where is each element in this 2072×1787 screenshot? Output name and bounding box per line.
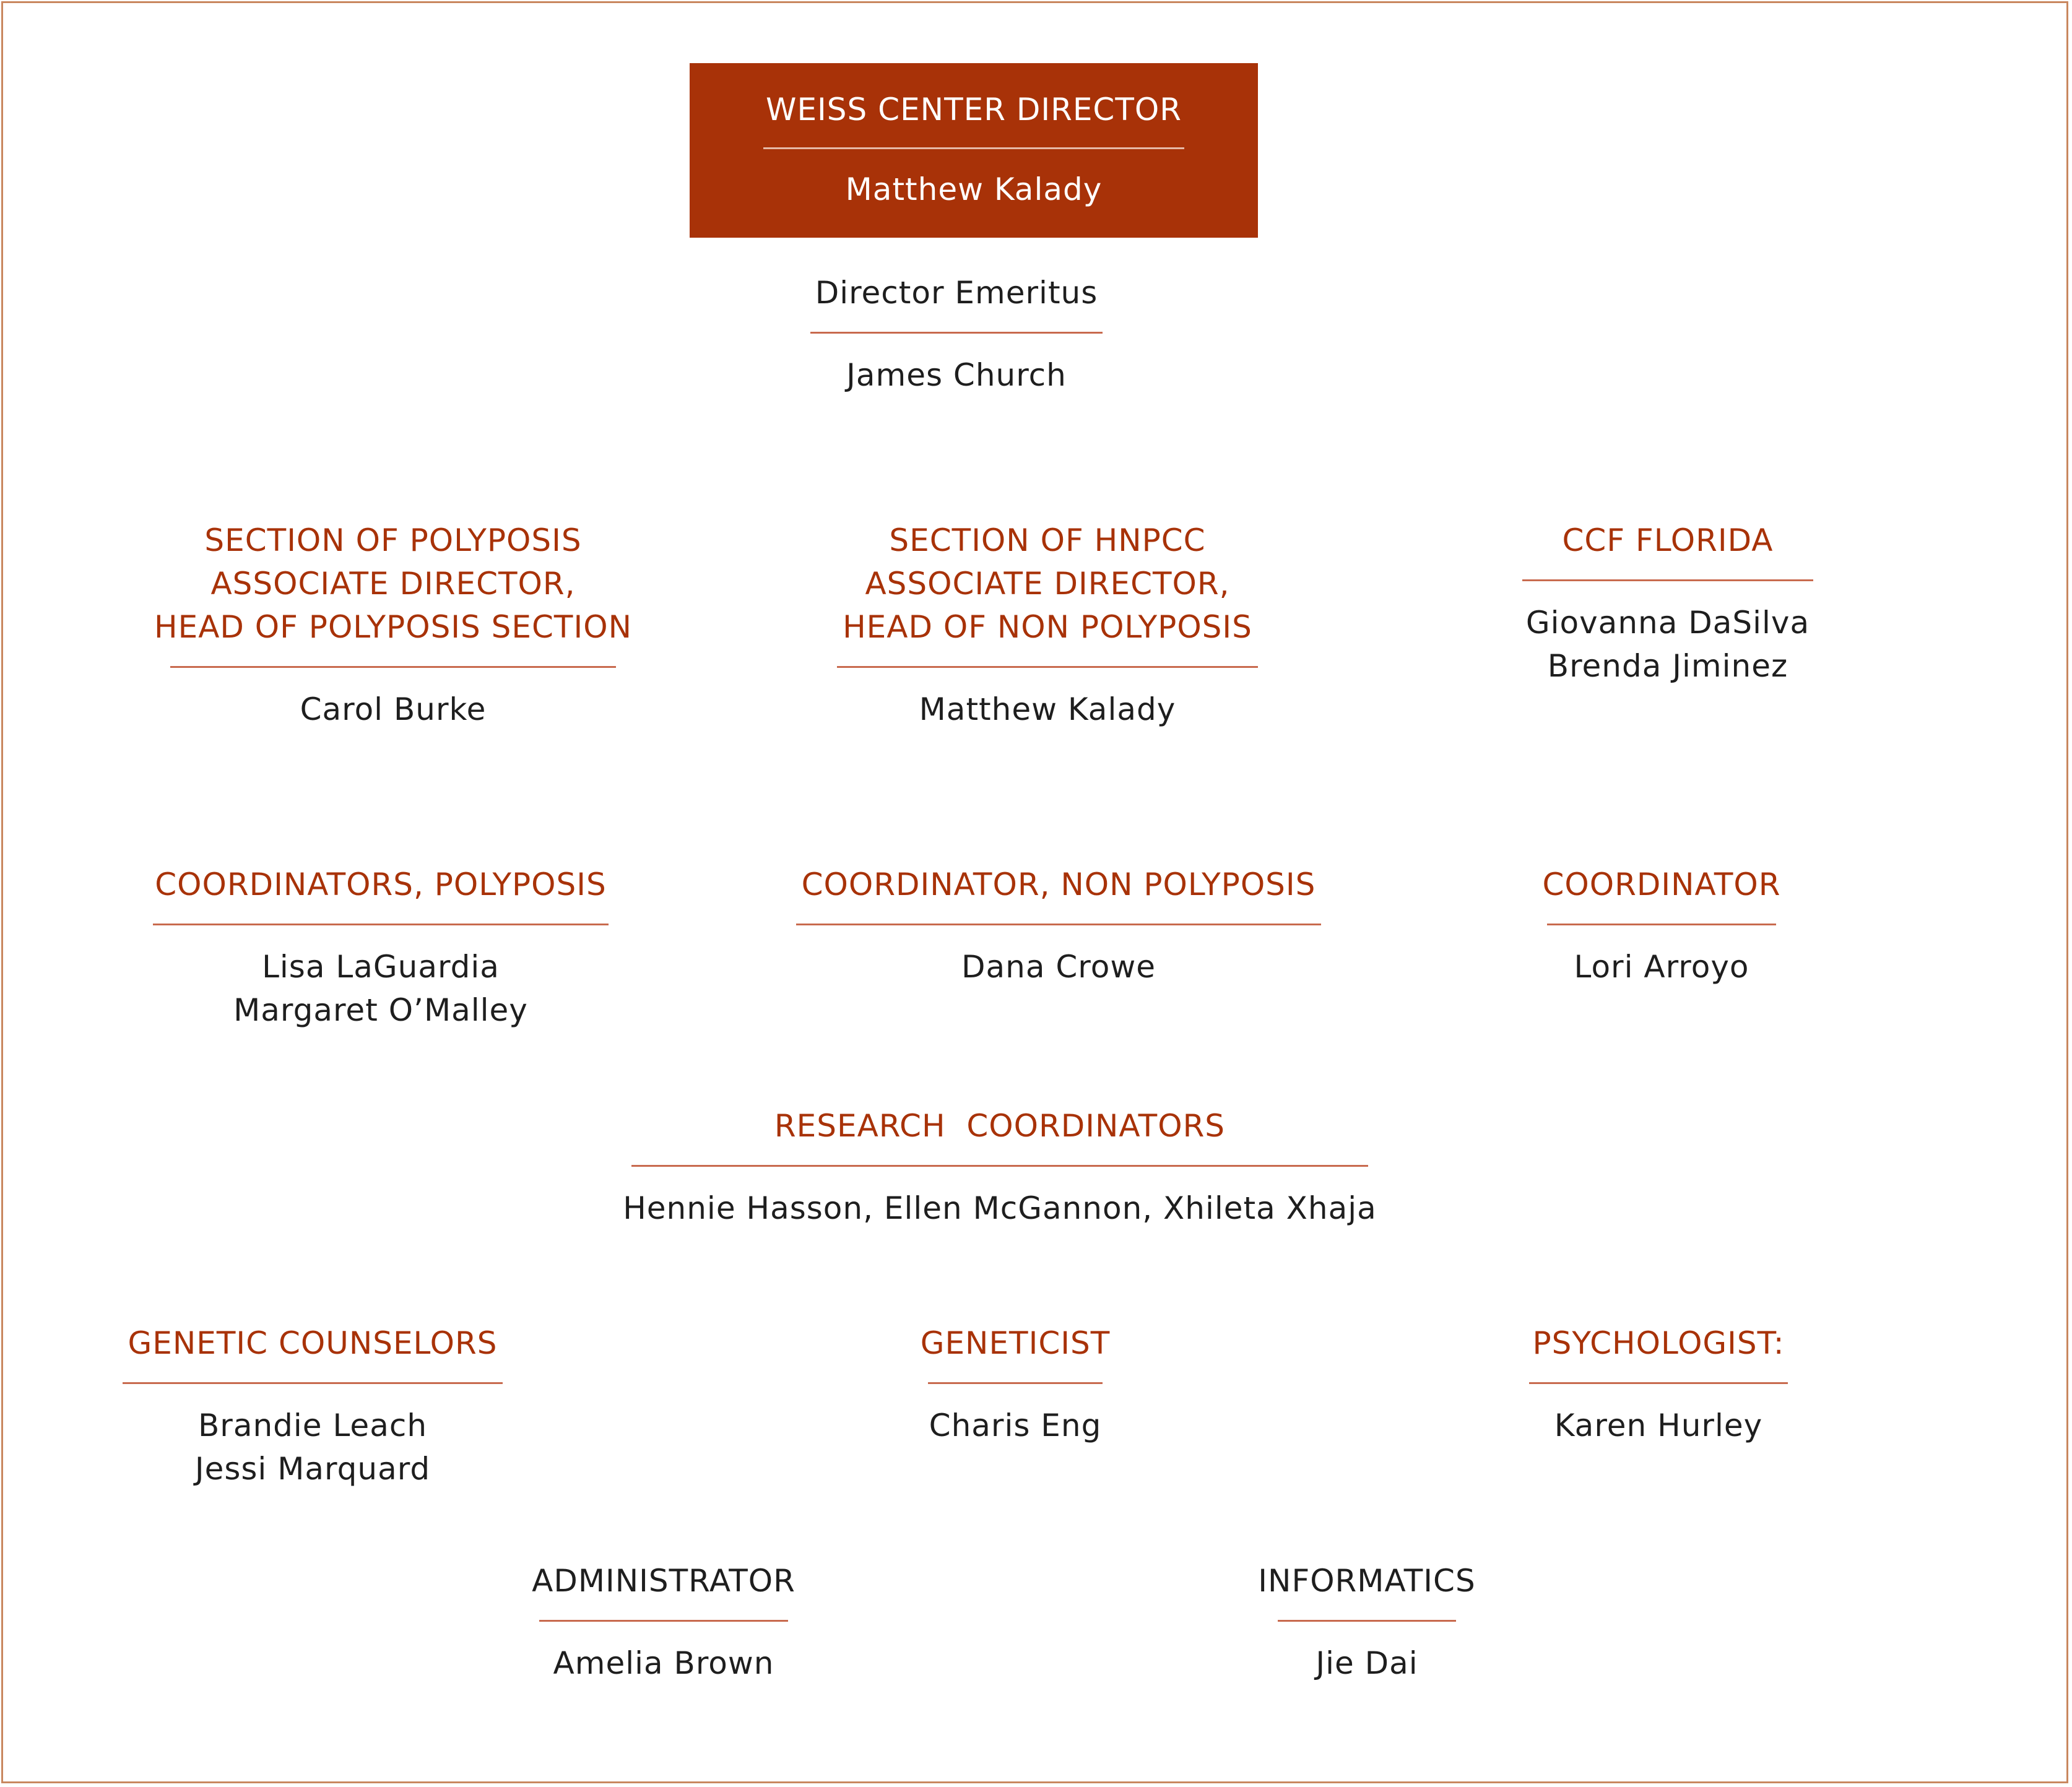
hnpcc-title-line: ASSOCIATE DIRECTOR, — [865, 566, 1230, 602]
coordinator-non-polyposis-name: Dana Crowe — [961, 949, 1156, 985]
coordinator-polyposis-name: Lisa LaGuardia — [262, 949, 500, 985]
polyposis-section — [145, 519, 641, 731]
geneticist-title: GENETICIST — [920, 1325, 1111, 1361]
weiss-center-director-box — [690, 63, 1258, 238]
psychologist-title: PSYCHOLOGIST: — [1532, 1325, 1785, 1361]
divider — [539, 1620, 788, 1622]
divider — [153, 924, 609, 925]
polyposis-title-line: ASSOCIATE DIRECTOR, — [210, 566, 576, 602]
genetic-counselor-name: Brandie Leach — [197, 1408, 428, 1443]
ccf-florida — [1482, 519, 1853, 688]
psychologist-name: Karen Hurley — [1554, 1408, 1763, 1443]
divider — [1278, 1620, 1456, 1622]
coordinators-polyposis-title: COORDINATORS, POLYPOSIS — [155, 867, 607, 902]
coordinators-polyposis — [133, 863, 628, 1032]
coordinator-title: COORDINATOR — [1542, 867, 1781, 902]
polyposis-title-line: HEAD OF POLYPOSIS SECTION — [154, 609, 632, 645]
coordinator-name: Lori Arroyo — [1574, 949, 1749, 985]
coordinator-polyposis-name: Margaret O’Malley — [233, 992, 528, 1028]
emeritus-name: James Church — [846, 357, 1067, 393]
polyposis-title-line: SECTION OF POLYPOSIS — [204, 522, 582, 558]
divider — [1529, 1382, 1788, 1384]
hnpcc-title-line: HEAD OF NON POLYPOSIS — [843, 609, 1252, 645]
director-title: WEISS CENTER DIRECTOR — [766, 92, 1182, 128]
informatics — [1181, 1559, 1553, 1685]
emeritus-title: Director Emeritus — [815, 275, 1098, 311]
genetic-counselors — [96, 1322, 529, 1491]
genetic-counselors-title: GENETIC COUNSELORS — [128, 1325, 498, 1361]
geneticist-name: Charis Eng — [929, 1408, 1102, 1443]
divider — [810, 332, 1103, 334]
administrator-name: Amelia Brown — [553, 1645, 774, 1681]
divider — [1547, 924, 1776, 925]
research-coordinators-names: Hennie Hasson, Ellen McGannon, Xhileta Xhaja — [623, 1190, 1377, 1226]
research-coordinators-title: RESEARCH COORDINATORS — [774, 1108, 1226, 1144]
ccf-florida-name: Giovanna DaSilva — [1525, 605, 1810, 641]
coordinator — [1476, 863, 1847, 989]
divider — [837, 666, 1258, 668]
hnpcc-section — [800, 519, 1295, 731]
divider — [763, 147, 1184, 149]
informatics-name: Jie Dai — [1316, 1645, 1418, 1681]
psychologist — [1473, 1322, 1844, 1447]
divider — [928, 1382, 1103, 1384]
hnpcc-head-name: Matthew Kalady — [919, 691, 1176, 727]
polyposis-head-name: Carol Burke — [300, 691, 487, 727]
coordinator-non-polyposis-title: COORDINATOR, NON POLYPOSIS — [801, 867, 1316, 902]
director-name: Matthew Kalady — [845, 171, 1103, 207]
geneticist — [830, 1322, 1201, 1447]
divider — [1522, 579, 1813, 581]
informatics-title: INFORMATICS — [1258, 1563, 1476, 1599]
genetic-counselor-name: Jessi Marquard — [194, 1451, 431, 1487]
ccf-florida-title: CCF FLORIDA — [1562, 522, 1774, 558]
research-coordinators — [566, 1104, 1433, 1230]
divider — [123, 1382, 503, 1384]
divider — [631, 1165, 1368, 1167]
ccf-florida-name: Brenda Jiminez — [1547, 648, 1788, 684]
divider — [796, 924, 1321, 925]
director-emeritus — [771, 271, 1142, 397]
coordinator-non-polyposis — [780, 863, 1337, 989]
hnpcc-title-line: SECTION OF HNPCC — [889, 522, 1206, 558]
administrator — [478, 1559, 849, 1685]
administrator-title: ADMINISTRATOR — [532, 1563, 795, 1599]
divider — [170, 666, 616, 668]
